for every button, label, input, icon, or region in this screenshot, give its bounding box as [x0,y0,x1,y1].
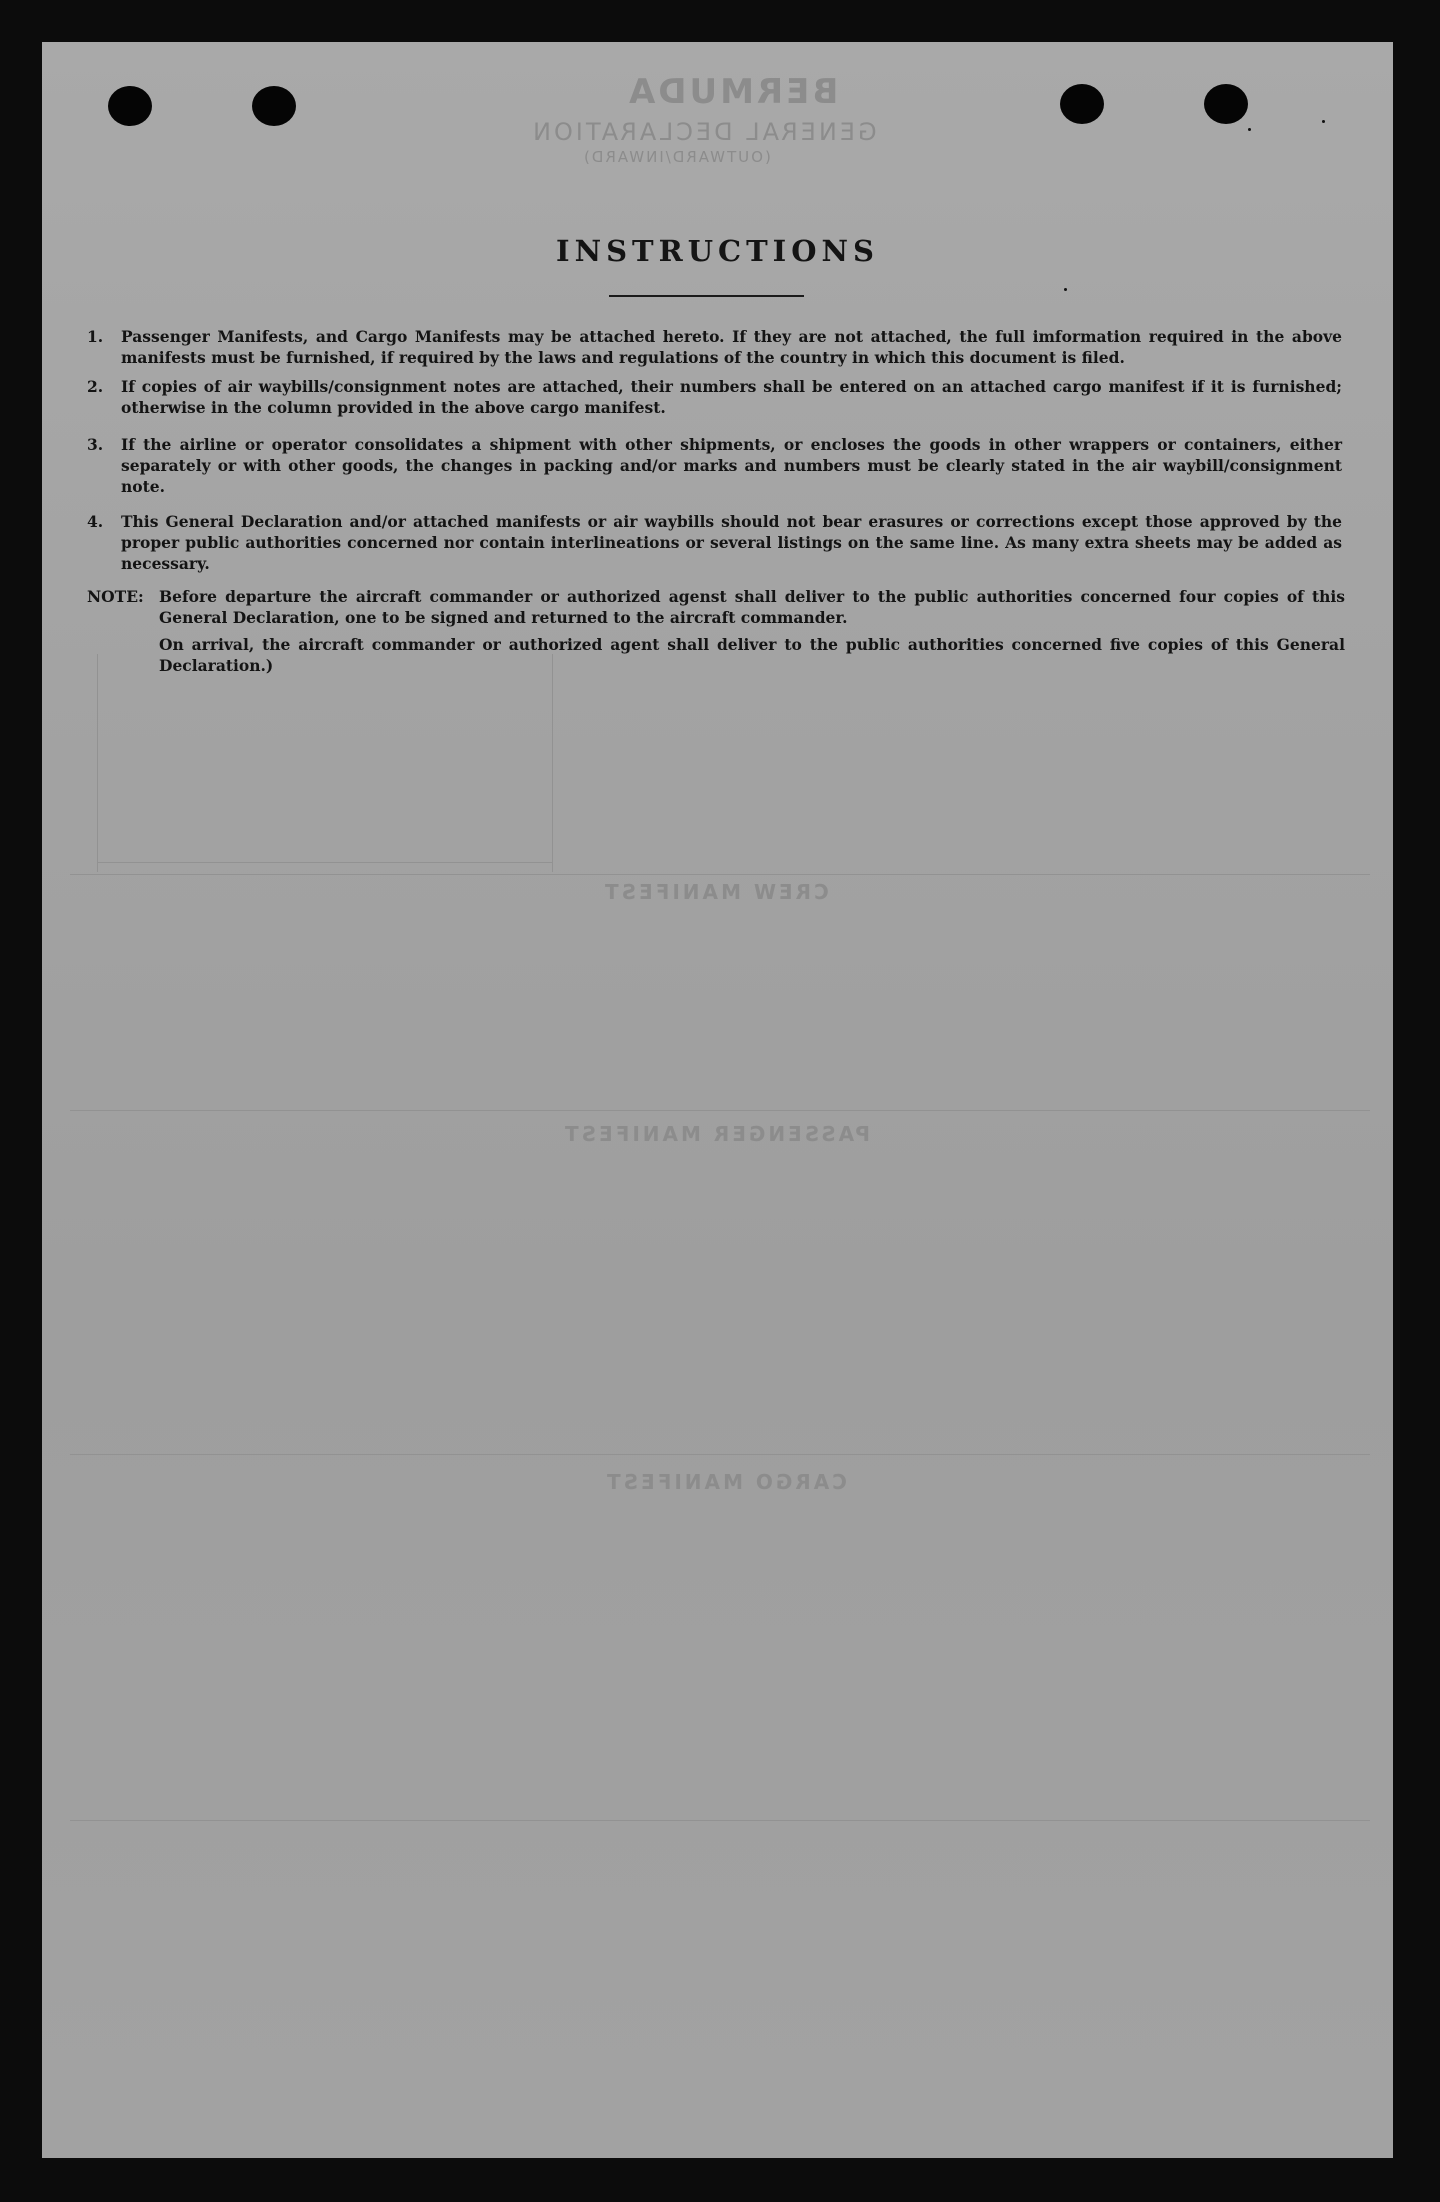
instruction-text: If copies of air waybills/consignment notes are attached, their numbers shall be entered on an attached cargo manifest if it is furnished; otherwise in the column provided in the above cargo manifest. [121,377,1342,417]
bleed-rule [70,1110,1370,1111]
bleed-rule [70,874,1370,875]
bleed-passenger-heading: PASSENGER MANIFEST [562,1122,870,1146]
document-page [42,42,1393,2158]
bleed-header: BERMUDA [626,72,839,112]
bleed-subheader: GENERAL DECLARATION [530,118,877,146]
punch-hole [108,86,152,126]
instruction-number: 3. [87,435,104,454]
bleed-crew-heading: CREW MANIFEST [602,880,829,904]
speck [1322,120,1325,123]
instruction-item [87,326,1342,368]
speck [1064,288,1067,291]
punch-hole [1204,84,1248,124]
note-block [87,586,1345,676]
bleed-cargo-heading: CARGO MANIFEST [604,1470,847,1494]
bleed-rule [97,862,552,863]
instruction-item [87,434,1342,497]
speck [1248,128,1251,131]
instruction-text: Passenger Manifests, and Cargo Manifests may be attached hereto. If they are not attached, the full imformation required in the above manifests must be furnished, if required by the laws and regulations of the country in which this document is filed. [121,327,1342,367]
page-title: INSTRUCTIONS [556,234,879,268]
instruction-item [87,376,1342,418]
bleed-rule [70,1820,1370,1821]
instruction-number: 1. [87,327,104,346]
instruction-text: If the airline or operator consolidates a shipment with other shipments, or encloses the goods in other wrappers or containers, either separately or with other goods, the changes in packing and/or marks and numbers must be clearly stated in the air waybill/consignment note. [121,435,1342,496]
title-underline [609,295,804,297]
bleed-subheader2: (OUTWARD/INWARD) [582,148,771,166]
bleed-rule [97,654,98,872]
instruction-item [87,511,1342,574]
instruction-text: This General Declaration and/or attached manifests or air waybills should not bear erasures or corrections except those approved by the proper public authorities concerned nor contain interlineations or several listings on the same line. As many extra sheets may be added as necessary. [121,512,1342,573]
instruction-number: 2. [87,377,104,396]
bleed-rule [70,1454,1370,1455]
instruction-number: 4. [87,512,104,531]
note-label: NOTE: [87,587,144,606]
note-text-departure: Before departure the aircraft commander or authorized agenst shall deliver to the public authorities concerned four copies of this General Declaration, one to be signed and returned to the aircraft commander. [159,587,1345,627]
punch-hole [1060,84,1104,124]
punch-hole [252,86,296,126]
bleed-rule [552,654,553,872]
note-text-arrival: On arrival, the aircraft commander or authorized agent shall deliver to the public authorities concerned five copies of this General Declaration.) [159,635,1345,675]
